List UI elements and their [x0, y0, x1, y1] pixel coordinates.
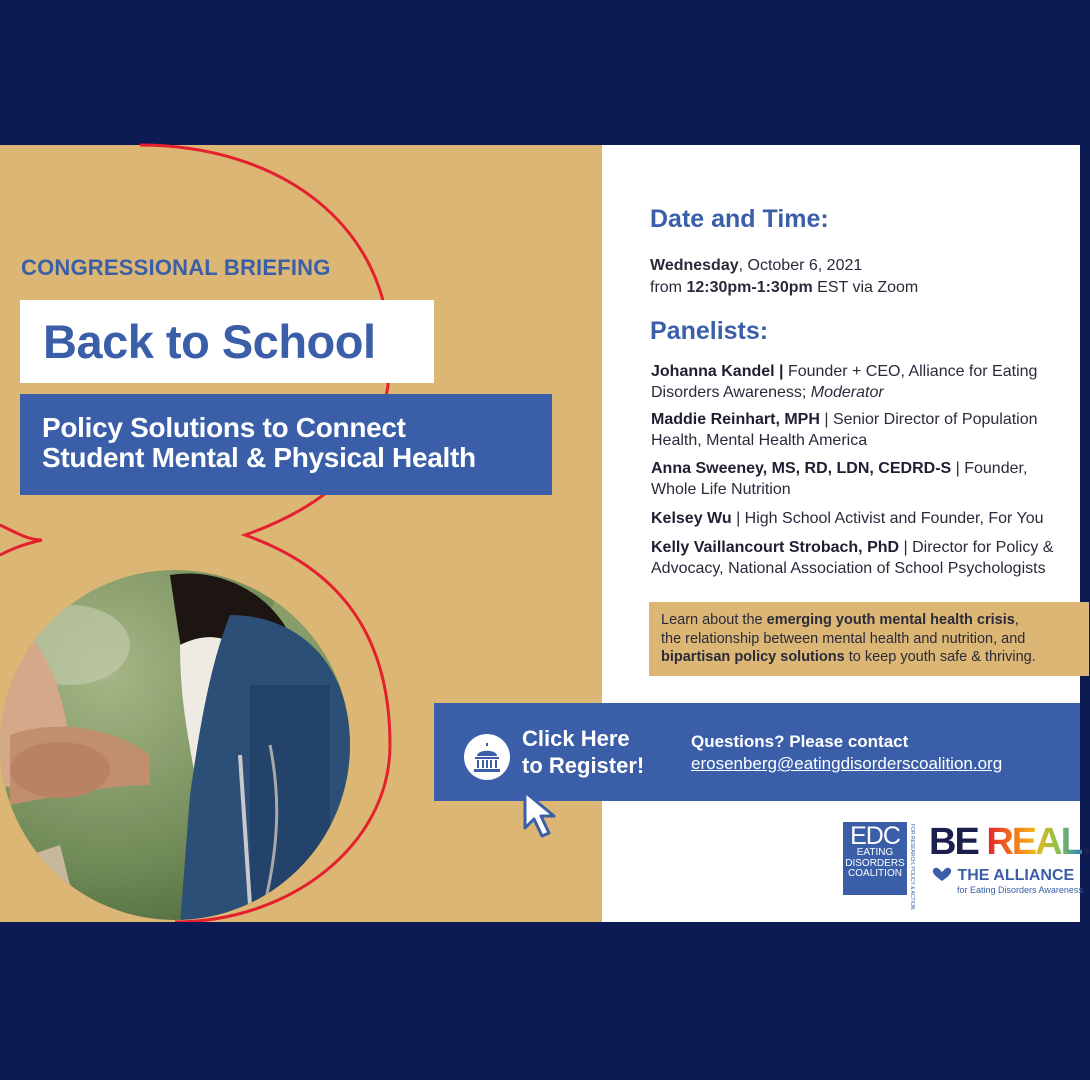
panelist-note: Moderator [810, 384, 884, 401]
heart-hands-icon [931, 866, 953, 882]
bereal-dot: . [1081, 821, 1090, 863]
panelists-heading: Panelists: [650, 317, 769, 345]
date-heading: Date and Time: [650, 205, 829, 233]
register-line-2: to Register! [522, 753, 645, 778]
date-time-block [650, 255, 918, 299]
register-link[interactable] [522, 725, 644, 779]
edc-logo-line: COALITION [848, 868, 902, 879]
title-box [20, 300, 434, 383]
edc-logo-tagline: FOR RESEARCH, POLICY & ACTION [909, 824, 915, 910]
alliance-tagline: for Eating Disorders Awareness [957, 885, 1083, 895]
panelist-role: | Senior Director of Population [819, 411, 1038, 428]
panelist-item [651, 537, 1081, 579]
learn-text: the relationship between mental health and nutrition, and [661, 630, 1026, 647]
event-card [0, 145, 1090, 922]
panelist-name: Anna Sweeney, MS, RD, LDN, CEDRD-S [651, 460, 952, 477]
edc-logo [843, 822, 907, 895]
contact-block [691, 731, 1002, 775]
contact-label: Questions? Please contact [691, 732, 909, 751]
page-title: Back to School [43, 315, 376, 368]
bereal-real: REAL [986, 821, 1082, 863]
register-line-1: Click Here [522, 726, 630, 751]
panelist-name: Maddie Reinhart, MPH [651, 411, 820, 428]
date-rest: , October 6, 2021 [738, 257, 863, 274]
panelist-role-cont: Whole Life Nutrition [651, 481, 791, 498]
subtitle-box [20, 394, 552, 495]
learn-bold: bipartisan policy solutions [661, 649, 845, 665]
panelist-role-cont: Advocacy, National Association of School Psychologists [651, 560, 1046, 577]
briefing-label: CONGRESSIONAL BRIEFING [21, 255, 331, 280]
bottom-band [0, 922, 1080, 1080]
cursor-arrow-icon [520, 788, 564, 844]
subtitle-line-1: Policy Solutions to Connect [42, 412, 406, 443]
date-day: Wednesday [650, 257, 739, 274]
alliance-logo [931, 866, 1074, 885]
panelist-name: Kelsey Wu [651, 510, 732, 527]
bereal-logo [929, 821, 1090, 864]
date-via: EST via Zoom [812, 279, 919, 296]
contact-email-link[interactable]: erosenberg@eatingdisorderscoalition.org [691, 754, 1003, 773]
capitol-icon-svg [464, 734, 510, 780]
register-banner [434, 703, 1080, 801]
panelist-name: Johanna Kandel | [651, 363, 784, 380]
panelist-name: Kelly Vaillancourt Strobach, PhD [651, 539, 900, 556]
learn-box [649, 602, 1089, 676]
panelist-item [651, 409, 1081, 451]
panelist-role: Founder + CEO, Alliance for Eating [783, 363, 1038, 380]
panelist-role: | Founder, [951, 460, 1028, 477]
bereal-be: BE [929, 821, 987, 863]
edc-logo-line: EATING [856, 847, 894, 858]
panelist-item [651, 508, 1081, 529]
panelist-role: | High School Activist and Founder, For You [731, 510, 1044, 527]
learn-bold: emerging youth mental health crisis [766, 612, 1015, 628]
date-time: 12:30pm-1:30pm [686, 279, 813, 296]
panelist-role-cont: Health, Mental Health America [651, 432, 868, 449]
subtitle-line-2: Student Mental & Physical Health [42, 442, 476, 473]
panelist-role: | Director for Policy & [899, 539, 1054, 556]
date-from: from [650, 279, 687, 296]
edc-logo-line: DISORDERS [845, 857, 905, 869]
alliance-name: THE ALLIANCE [957, 867, 1075, 884]
panelist-item [651, 458, 1081, 500]
panelist-item [651, 361, 1081, 403]
panelist-role-cont: Disorders Awareness; [651, 384, 811, 401]
top-band [0, 0, 1080, 145]
learn-text: , [1014, 612, 1019, 628]
left-panel [0, 145, 602, 922]
learn-text: Learn about the [661, 612, 767, 628]
learn-text: to keep youth safe & thriving. [844, 649, 1036, 665]
edc-logo-letters: EDC [850, 822, 900, 850]
capitol-icon[interactable] [464, 734, 510, 780]
